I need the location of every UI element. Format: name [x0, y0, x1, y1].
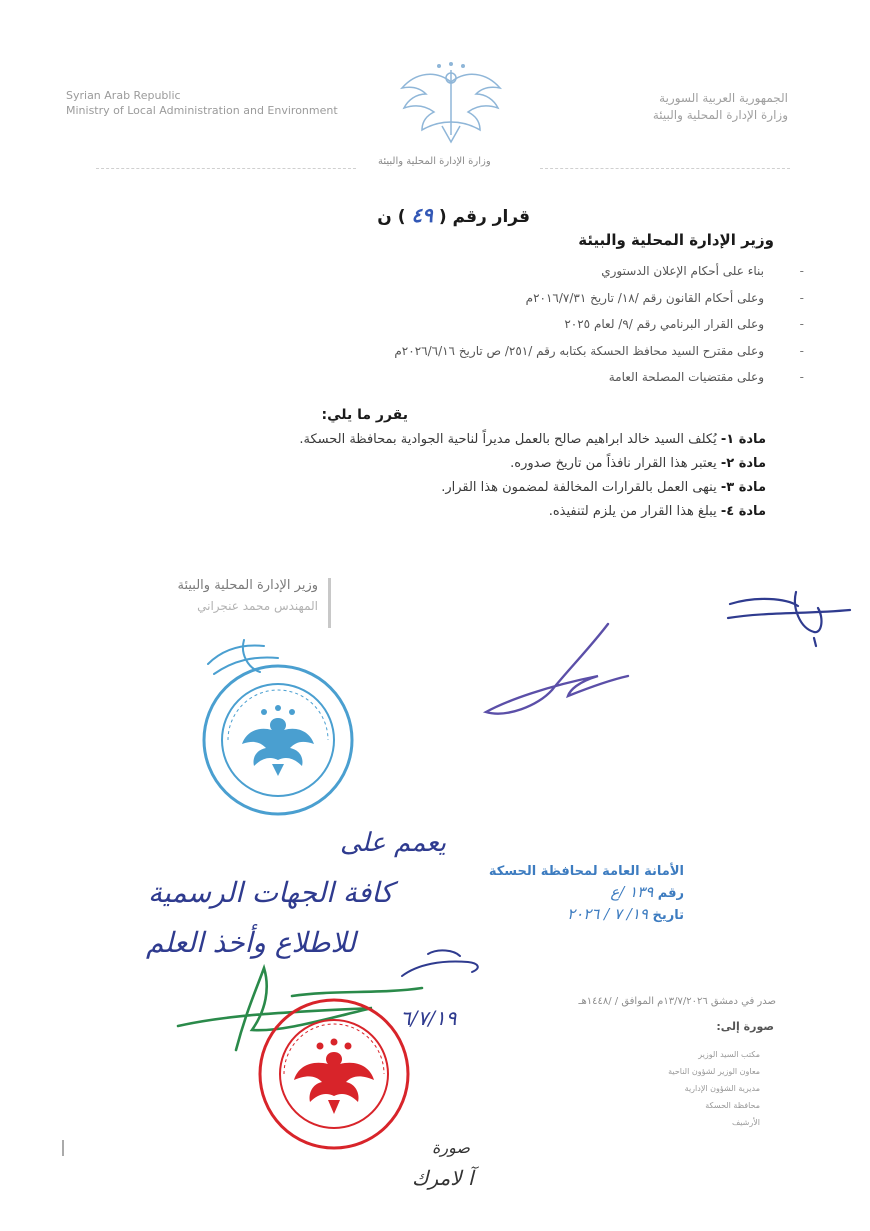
handwritten-date: ٦/٧/١٩: [400, 1006, 457, 1030]
distribution-list: [530, 1046, 760, 1131]
article-label: مادة ٤-: [720, 504, 766, 519]
article-label: مادة ١-: [720, 432, 766, 447]
minister-heading: وزير الإدارة المحلية والبيئة: [578, 231, 774, 249]
article-text: يعتبر هذا القرار نافذاً من تاريخ صدوره.: [510, 456, 717, 471]
handwritten-note-line2: كافة الجهات الرسمية: [148, 876, 394, 909]
article-text: ينهى العمل بالقرارات المخالفة لمضمون هذا القرار.: [441, 480, 717, 495]
article-item: [86, 500, 766, 524]
number-value: ١٣٩ /ع: [610, 883, 654, 901]
handwritten-copy-signature: آ لامرك: [412, 1166, 474, 1190]
basis-item: - وعلى القرار البرنامي رقم /٩/ لعام ٢٠٢٥: [204, 311, 764, 338]
article-label: مادة ٣-: [720, 480, 766, 495]
signature-name: المهندس محمد عنجراني: [197, 599, 318, 613]
handwritten-note-line3: للاطلاع وأخذ العلم: [146, 926, 356, 959]
minister-signature-icon: [478, 620, 638, 720]
article-text: يبلغ هذا القرار من يلزم لتنفيذه.: [548, 504, 717, 519]
article-item: [86, 452, 766, 476]
ministry-seal-icon: [198, 660, 358, 820]
article-text: يُكلف السيد خالد ابراهيم صالح بالعمل مديراً لناحية الجوادية بمحافظة الحسكة.: [299, 432, 717, 447]
margin-mark: [62, 1140, 64, 1156]
title-prefix: قرار رقم (: [438, 207, 530, 227]
date-label: تاريخ: [652, 908, 684, 923]
header-left-line2: Ministry of Local Administration and Environment: [66, 104, 338, 117]
distribution-item: مكتب السيد الوزير: [698, 1050, 760, 1059]
header-left-block: [66, 88, 338, 118]
articles-list: [86, 428, 766, 524]
header-left-line1: Syrian Arab Republic: [66, 89, 181, 102]
basis-item: - وعلى مقترح السيد محافظ الحسكة بكتابه رقم /٢٥١/ ص تاريخ ٢٠٢٦/٦/١٦م: [204, 338, 764, 365]
decision-number: ٤٩: [411, 203, 433, 227]
emblem-eagle-icon: [396, 60, 506, 150]
article-item: [86, 428, 766, 452]
minister-signature-block: [138, 578, 331, 628]
header-divider-right: [540, 168, 790, 169]
handwritten-copy-word: صورة: [432, 1138, 470, 1157]
secretariat-stamp: [489, 862, 684, 926]
number-label: رقم: [657, 886, 684, 901]
article-item: [86, 476, 766, 500]
distribution-item: محافظة الحسكة: [705, 1101, 760, 1110]
distribution-item: مديرية الشؤون الإدارية: [684, 1084, 760, 1093]
legal-basis-list: [204, 258, 764, 391]
basis-item: - وعلى مقتضيات المصلحة العامة: [204, 364, 764, 391]
emblem-caption: وزارة الإدارة المحلية والبيئة: [378, 156, 491, 167]
basis-item: - وعلى أحكام القانون رقم /١٨/ تاريخ ٢٠١٦/٧/٣١م: [204, 285, 764, 312]
basis-item: - بناء على أحكام الإعلان الدستوري: [204, 258, 764, 285]
date-value: ١٩/ ٧ / ٢٠٢٦: [567, 905, 648, 923]
article-label: مادة ٢-: [720, 456, 766, 471]
signature-scribble-icon: [726, 588, 856, 652]
secretariat-number-row: [489, 882, 684, 904]
secretariat-date-row: [489, 904, 684, 926]
decision-title: [300, 203, 530, 227]
decides-heading: يقرر ما يلي:: [321, 407, 408, 423]
copy-to-heading: صورة إلى:: [716, 1020, 774, 1033]
header-right-line2: وزارة الإدارة المحلية والبيئة: [652, 108, 788, 122]
header-right-block: [653, 90, 788, 124]
title-suffix: ) ن: [377, 207, 406, 227]
header-divider-left: [96, 168, 356, 169]
header-right-line1: الجمهورية العربية السورية: [659, 91, 788, 105]
governorate-seal-icon: [256, 996, 412, 1152]
distribution-item: الأرشيف: [731, 1118, 760, 1127]
secretariat-heading: الأمانة العامة لمحافظة الحسكة: [488, 864, 684, 879]
signature-title: وزير الإدارة المحلية والبيئة: [177, 578, 318, 593]
issued-line: صدر في دمشق ١٣/٧/٢٠٢٦م الموافق / /١٤٤٨هـ: [578, 996, 776, 1007]
handwritten-note-line1: يعمم على: [340, 828, 447, 858]
distribution-item: معاون الوزير لشؤون الناحية: [668, 1067, 760, 1076]
